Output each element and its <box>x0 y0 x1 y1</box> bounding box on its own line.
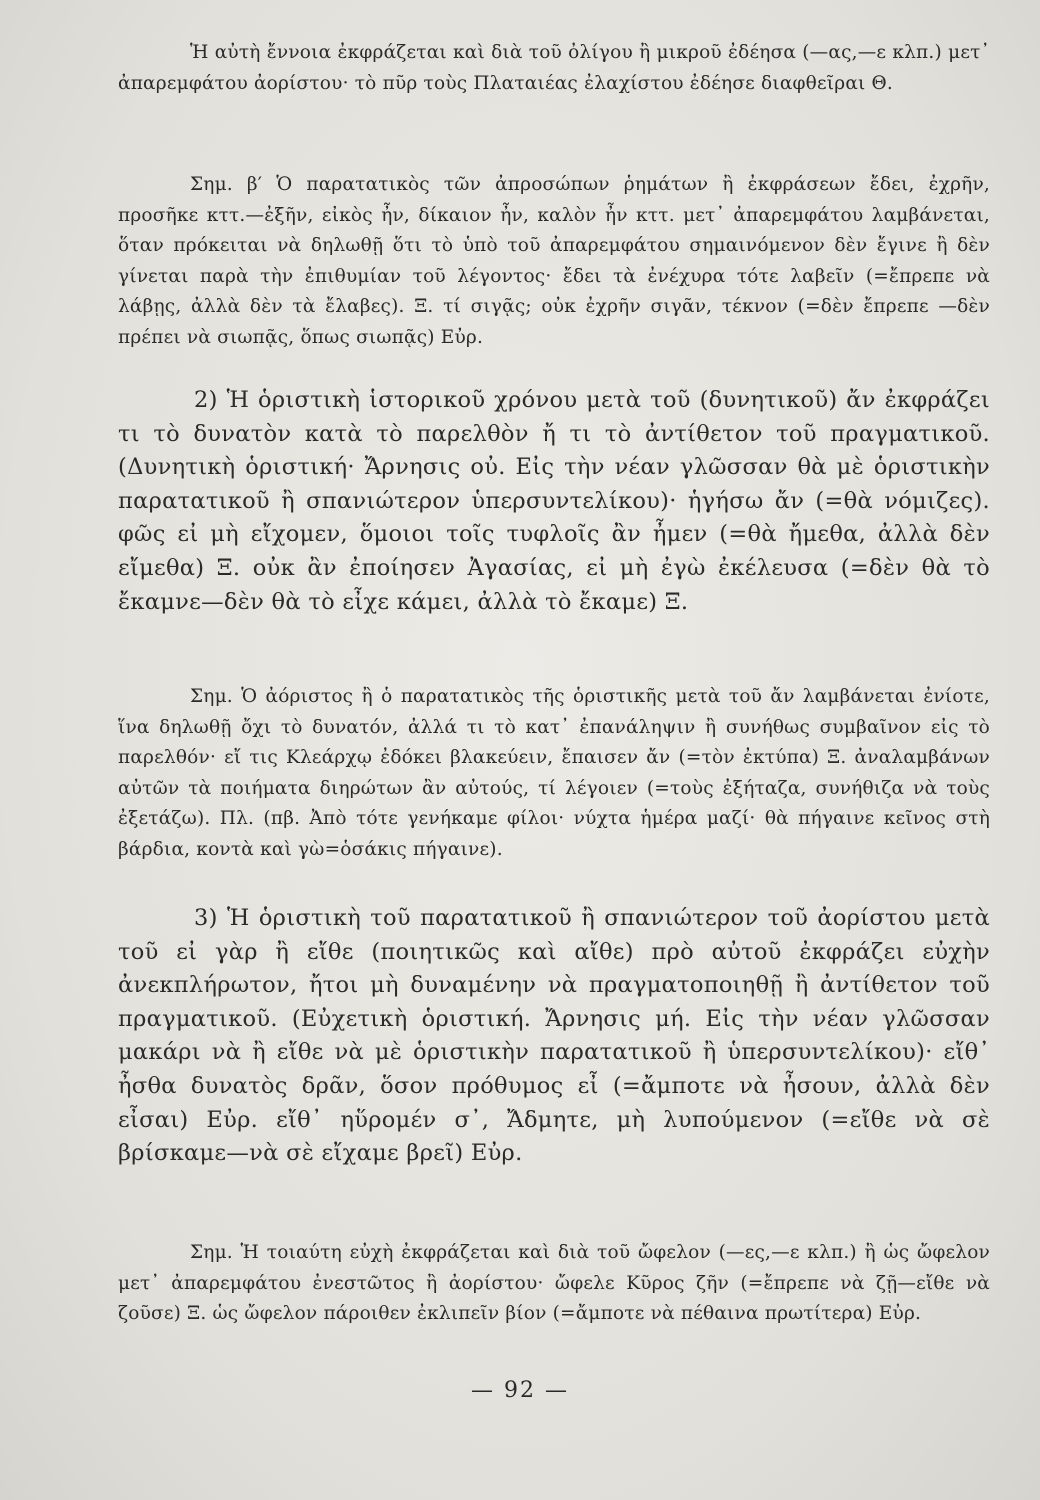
section-3-paragraph <box>118 902 990 1171</box>
section-2-paragraph <box>118 384 990 619</box>
note-b-paragraph <box>118 170 990 353</box>
section-2-note <box>118 682 990 865</box>
section-3-note <box>118 1238 990 1330</box>
paragraph-text: Σημ. Ὁ ἀόριστος ἢ ὁ παρατατικὸς τῆς ὁριστικῆς μετὰ τοῦ ἄν λαμβάνεται ἐνίοτε, ἵνα δηλωθῇ ὄχι τὸ δυνατόν, ἀλλά τι τὸ κατ᾽ ἐπανάληψιν ἢ συνήθως συμβαῖνον εἰς τὸ παρελθόν· εἴ τις Κλεάρχῳ ἐδόκει βλακεύειν, ἔπαισεν ἄν (=τὸν ἐκτύπα) Ξ. ἀναλαμβάνων αὐτῶν τὰ ποιήματα διηρώτων ἂν αὐτούς, τί λέγοιεν (=τοὺς ἐξήταζα, συνήθιζα νὰ τοὺς ἐξετάζω). Πλ. (πβ. Ἀπὸ τότε γενήκαμε φίλοι· νύχτα ἡμέρα μαζί· θὰ πήγαινε κεῖνος στὴ βάρδια, κοντὰ καὶ γὼ=ὁσάκις πήγαινε). <box>118 686 990 860</box>
page-number: — 92 — <box>471 1378 569 1403</box>
intro-paragraph <box>118 38 990 99</box>
paragraph-text: Σημ. β′ Ὁ παρατατικὸς τῶν ἀπροσώπων ῥημάτων ἢ ἐκφράσεων ἔδει, ἐχρῆν, προσῆκε κττ.—ἐξῆν, εἰκὸς ἦν, δίκαιον ἦν, καλὸν ἦν κττ. μετ᾽ ἀπαρεμφάτου λαμβάνεται, ὅταν πρόκειται νὰ δηλωθῇ ὅτι τὸ ὑπὸ τοῦ ἀπαρεμφάτου σημαινόμενον δὲν ἔγινε ἢ δὲν γίνεται παρὰ τὴν ἐπιθυμίαν τοῦ λέγοντος· ἔδει τὰ ἐνέχυρα τότε λαβεῖν (=ἔπρεπε νὰ λάβῃς, ἀλλὰ δὲν τὰ ἔλαβες). Ξ. τί σιγᾷς; οὐκ ἐχρῆν σιγᾶν, τέκνον (=δὲν ἔπρεπε —δὲν πρέπει νὰ σιωπᾷς, ὅπως σιωπᾷς) Εὐρ. <box>118 174 990 348</box>
paragraph-text: Ἡ αὐτὴ ἔννοια ἐκφράζεται καὶ διὰ τοῦ ὀλίγου ἢ μικροῦ ἐδέησα (—ας,—ε κλπ.) μετ᾽ ἀπαρεμφάτου ἀορίστου· τὸ πῦρ τοὺς Πλαταιέας ἐλαχίστου ἐδέησε διαφθεῖραι Θ. <box>118 42 990 94</box>
paragraph-text: 2) Ἡ ὁριστικὴ ἱστορικοῦ χρόνου μετὰ τοῦ (δυνητικοῦ) ἄν ἐκφράζει τι τὸ δυνατὸν κατὰ τὸ παρελθὸν ἤ τι τὸ ἀντίθετον τοῦ πραγματικοῦ. (Δυνητικὴ ὁριστική· Ἄρνησις οὐ. Εἰς τὴν νέαν γλῶσσαν θὰ μὲ ὁριστικὴν παρατατικοῦ ἢ σπανιώτερον ὑπερσυντελίκου)· ἡγήσω ἄν (=θὰ νόμιζες). φῶς εἰ μὴ εἴχομεν, ὅμοιοι τοῖς τυφλοῖς ἂν ἦμεν (=θὰ ἤμεθα, ἀλλὰ δὲν εἴμεθα) Ξ. οὐκ ἂν ἐποίησεν Ἀγασίας, εἰ μὴ ἐγὼ ἐκέλευσα (=δὲν θὰ τὸ ἔκαμνε—δὲν θὰ τὸ εἶχε κάμει, ἀλλὰ τὸ ἔκαμε) Ξ. <box>118 387 990 615</box>
paragraph-text: 3) Ἡ ὁριστικὴ τοῦ παρατατικοῦ ἢ σπανιώτερον τοῦ ἀορίστου μετὰ τοῦ εἰ γὰρ ἢ εἴθε (ποιητικῶς καὶ αἴθε) πρὸ αὐτοῦ ἐκφράζει εὐχὴν ἀνεκπλήρωτον, ἤτοι μὴ δυναμένην νὰ πραγματοποιηθῇ ἢ ἀντίθετον τοῦ πραγματικοῦ. (Εὐχετικὴ ὁριστική. Ἄρνησις μή. Εἰς τὴν νέαν γλῶσσαν μακάρι νὰ ἢ εἴθε νὰ μὲ ὁριστικὴν παρατατικοῦ ἢ ὑπερσυντελίκου)· εἴθ᾽ ἦσθα δυνατὸς δρᾶν, ὅσον πρόθυμος εἶ (=ἄμποτε νὰ ἦσουν, ἀλλὰ δὲν εἶσαι) Εὐρ. εἴθ᾽ ηὕρομέν σ᾽, Ἄδμητε, μὴ λυπούμενον (=εἴθε νὰ σὲ βρίσκαμε—νὰ σὲ εἴχαμε βρεῖ) Εὐρ. <box>118 905 990 1167</box>
paragraph-text: Σημ. Ἡ τοιαύτη εὐχὴ ἐκφράζεται καὶ διὰ τοῦ ὤφελον (—ες,—ε κλπ.) ἢ ὡς ὤφελον μετ᾽ ἀπαρεμφάτου ἐνεστῶτος ἢ ἀορίστου· ὤφελε Κῦρος ζῆν (=ἔπρεπε νὰ ζῇ—εἴθε νὰ ζοῦσε) Ξ. ὡς ὤφελον πάροιθεν ἐκλιπεῖν βίον (=ἄμποτε νὰ πέθαινα πρωτίτερα) Εὐρ. <box>118 1242 990 1324</box>
